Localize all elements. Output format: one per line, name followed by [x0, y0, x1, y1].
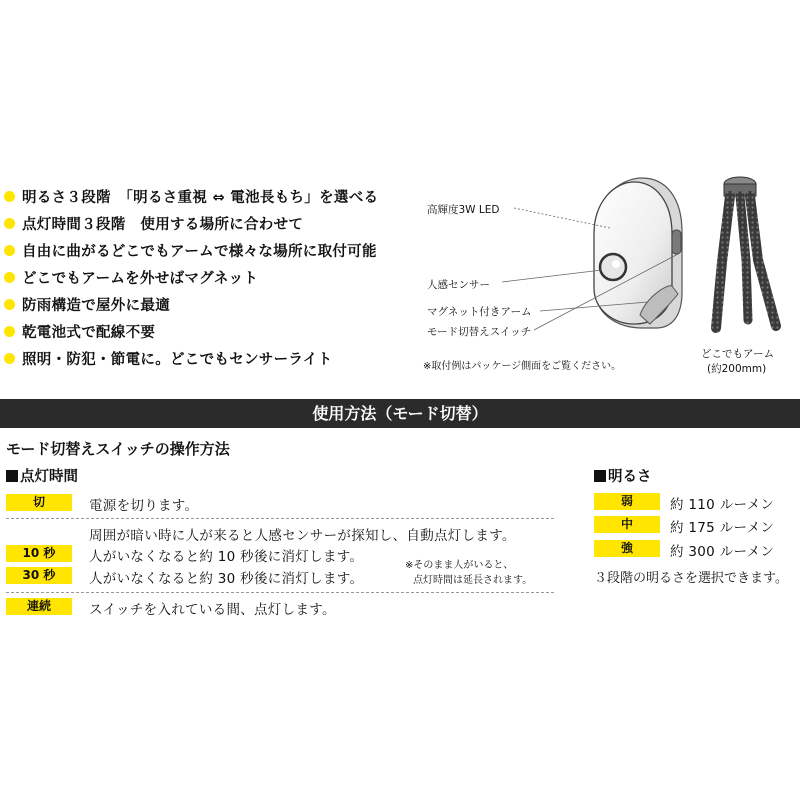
feature-text: どこでもアームを外せばマグネット	[22, 271, 259, 287]
leader-line	[502, 270, 602, 282]
arm-length-caption: (約200mm)	[707, 363, 767, 375]
feature-item	[4, 291, 378, 318]
brightness-heading	[594, 465, 652, 486]
off-description: 電源を切ります。	[89, 498, 199, 514]
bullet-dot-icon	[4, 245, 15, 256]
mid-lumens: 約 175 ルーメン	[670, 520, 775, 536]
strong-lumens: 約 300 ルーメン	[670, 544, 775, 560]
divider	[6, 518, 554, 519]
feature-text: 照明・防犯・節電に。どこでもセンサーライト	[22, 352, 333, 368]
switch-operation-title: モード切替えスイッチの操作方法	[6, 440, 230, 458]
brightness-heading-text: 明るさ	[608, 469, 652, 485]
weak-lumens: 約 110 ルーメン	[670, 497, 775, 513]
feature-text: 点灯時間３段階 使用する場所に合わせて	[22, 217, 304, 233]
feature-list	[4, 183, 378, 372]
30sec-badge: 30 秒	[6, 567, 72, 584]
weak-badge: 弱	[594, 493, 660, 510]
continuous-badge: 連続	[6, 598, 72, 615]
bullet-dot-icon	[4, 353, 15, 364]
mode-switch-callout: モード切替えスイッチ	[427, 326, 532, 338]
sensor-callout: 人感センサー	[427, 279, 490, 291]
auto-light-description: 周囲が暗い時に人が来ると人感センサーが探知し、自動点灯します。	[89, 528, 516, 544]
30sec-description: 人がいなくなると約 30 秒後に消灯します。	[89, 571, 364, 587]
led-callout: 高輝度3W LED	[427, 204, 500, 216]
magnet-arm-callout: マグネット付きアーム	[427, 306, 532, 318]
divider	[6, 592, 554, 593]
feature-item	[4, 183, 378, 210]
usage-banner: 使用方法（モード切替）	[0, 399, 800, 428]
feature-text: 自由に曲がるどこでもアームで様々な場所に取付可能	[22, 244, 377, 260]
square-bullet-icon	[594, 470, 606, 482]
extension-note: ※そのまま人がいると、	[405, 560, 514, 571]
timer-heading-text: 点灯時間	[20, 469, 78, 485]
brightness-note: ３段階の明るさを選択できます。	[594, 571, 788, 586]
bullet-dot-icon	[4, 191, 15, 202]
bullet-dot-icon	[4, 299, 15, 310]
mount-note: ※取付例はパッケージ側面をご覧ください。	[423, 361, 622, 372]
feature-text: 乾電池式で配線不要	[22, 325, 156, 341]
10sec-badge: 10 秒	[6, 545, 72, 562]
square-bullet-icon	[6, 470, 18, 482]
feature-text: 防雨構造で屋外に最適	[22, 298, 170, 314]
off-badge: 切	[6, 494, 72, 511]
timer-heading	[6, 465, 78, 486]
bullet-dot-icon	[4, 272, 15, 283]
extension-note-2: 点灯時間は延長されます。	[413, 575, 533, 586]
continuous-description: スイッチを入れている間、点灯します。	[89, 602, 336, 618]
feature-item	[4, 318, 378, 345]
feature-item	[4, 345, 378, 372]
flexible-arm-tripod	[716, 177, 776, 328]
bullet-dot-icon	[4, 218, 15, 229]
strong-badge: 強	[594, 540, 660, 557]
10sec-description: 人がいなくなると約 10 秒後に消灯します。	[89, 549, 364, 565]
feature-item	[4, 237, 378, 264]
feature-text: 明るさ３段階 「明るさ重視 ⇔ 電池長もち」を選べる	[22, 190, 379, 206]
arm-caption: どこでもアーム	[701, 348, 775, 360]
feature-item	[4, 264, 378, 291]
bullet-dot-icon	[4, 326, 15, 337]
mid-badge: 中	[594, 516, 660, 533]
feature-item	[4, 210, 378, 237]
